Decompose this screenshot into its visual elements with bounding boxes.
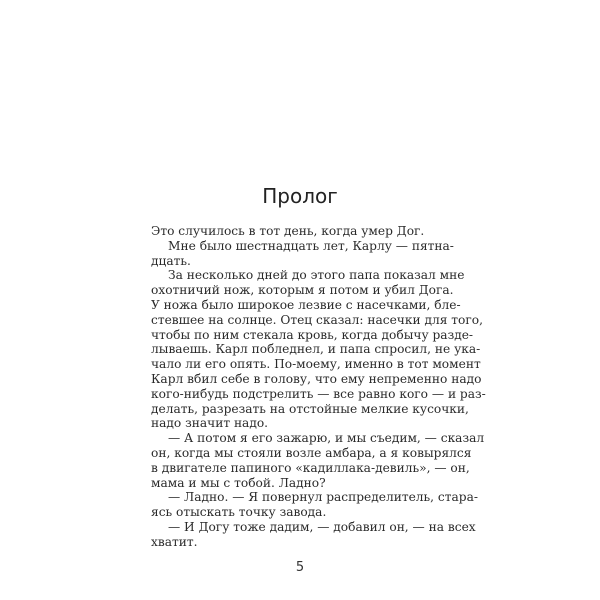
text-line: чтобы по ним стекала кровь, когда добычу разде- (151, 327, 474, 342)
text-line: мама и мы с тобой. Ладно? (151, 475, 326, 490)
chapter-title: Пролог (262, 184, 338, 208)
text-line: Карл вбил себе в голову, что ему непременно надо (151, 371, 482, 386)
text-line: хватит. (151, 534, 198, 549)
text-line: кого-нибудь подстрелить — все равно кого — и раз- (151, 386, 486, 401)
page-number: 5 (295, 560, 305, 575)
text-line: — А потом я его зажарю, и мы съедим, — сказал (168, 431, 485, 446)
text-line: За несколько дней до этого папа показал мне (168, 268, 465, 283)
text-line: Это случилось в тот день, когда умер Дог. (151, 224, 425, 238)
text-line: — Ладно. — Я повернул распределитель, стара- (168, 490, 478, 505)
text-line: в двигателе папиного «кадиллака-девиль», — он, (151, 460, 470, 475)
text-line: он, когда мы стояли возле амбара, а я ковырялся (151, 445, 472, 460)
body-text (151, 224, 486, 550)
text-line: ясь отыскать точку завода. (151, 505, 327, 520)
text-line: дцать. (151, 253, 191, 268)
text-line: чало ли его опять. По-моему, именно в тот момент (151, 357, 481, 372)
text-line: надо значит надо. (151, 416, 269, 431)
text-line: охотничий нож, которым я потом и убил Дога. (151, 283, 454, 298)
text-line: Мне было шестнадцать лет, Карлу — пятна- (168, 238, 454, 253)
text-line: У ножа было широкое лезвие с насечками, бле- (151, 297, 461, 312)
text-line: делать, разрезать на отстойные мелкие кусочки, (151, 401, 469, 416)
text-line: — И Догу тоже дадим, — добавил он, — на всех (168, 519, 476, 534)
text-line: стевшее на солнце. Отец сказал: насечки для того, (151, 312, 483, 327)
text-line: лываешь. Карл побледнел, и папа спросил, не ука- (151, 342, 481, 357)
